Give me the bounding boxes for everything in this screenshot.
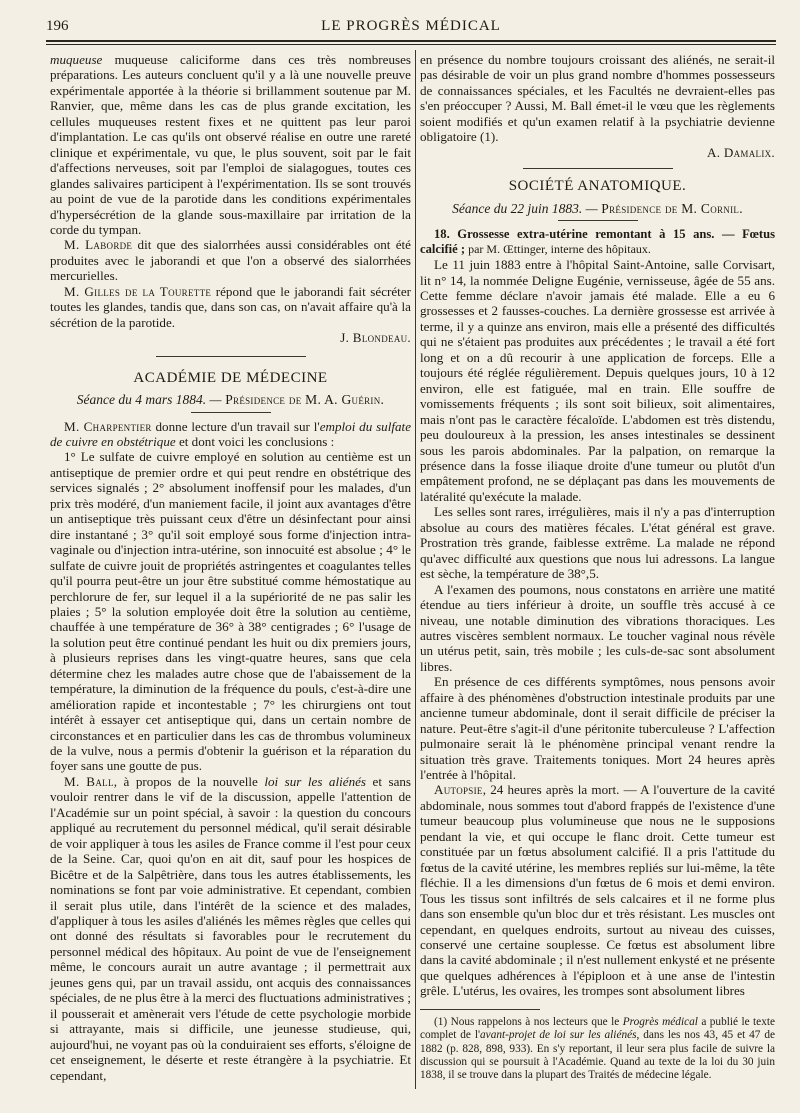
seance-president: Présidence de M. A. Guérin. xyxy=(221,392,385,408)
paragraph-text: et dont voici les conclusions : xyxy=(175,433,335,449)
speaker-name: M. Gilles de la Tourette xyxy=(64,283,212,299)
header-rule xyxy=(46,44,776,45)
work-title: emploi du sulfate de cuivre en obstétrique xyxy=(50,418,411,449)
paragraph: Les selles sont rares, irrégulières, mais il n'y a pas d'interruption absolue au cours des matières fécales. L'état général est grave. Prostration très grande, faiblesse extrême. La malade ne répond qu'avec difficulté aux questions que nous lui adressons. La langue est sèche, la température de 38°,5. xyxy=(420,504,775,582)
paragraph-text: , 24 heures après la mort. — A l'ouverture de la cavité abdominale, nous sommes tout d'abord frappés de l'existence d'une tumeur beaucoup plus volumineuse que nous ne le supposions pendant la vie, et qui occupe le flanc droit. Cette tumeur est constituée par un fœtus absolument calcifié. Il a pris l'attitude du fœtus de la cavité utérine, les membres repliés sur lui-même, la tête fléchie. Il a les dimensions d'un fœtus de 6 mois et demi environ. Tous les tissus sont infiltrés de sels calcaires et il ne forme plus dans son ensemble qu'un bloc dur et très résistant. Les muscles ont cependant, en quelques endroits, surtout au niveau des cuisses, conservé une certaine souplesse. Ce fœtus est absolument libre dans la cavité abdominale ; il n'est nullement enkysté et ne présente que quelques adhérences à l'épiploon et à une anse de l'intestin grêle. L'utérus, les ovaires, les trompes sont absolument libres xyxy=(420,782,775,999)
section-title: SOCIÉTÉ ANATOMIQUE. xyxy=(508,178,687,195)
page-number: 196 xyxy=(46,18,69,34)
case-title xyxy=(420,227,775,257)
paragraph: muqueuse muqueuse caliciforme dans ces très nombreuses préparations. Les auteurs concluent qu'il y a là une nouvelle preuve expérimentale apportée à la théorie si brillamment soutenue par M. Ranvier, que, même dans les cas de plus grande excitation, les cellules muqueuses restent fixes et ne quittent pas leur paroi d'implantation. Le cas qu'ils ont observé réalise en outre une rareté clinique et expérimentale, vu que, le plus souvent, soit par le fait d'affections nerveuses, soit par l'emploi de sialagogues, toutes ces glandes salivaires participent à l'expérimentation. Ils se sont trouvés au point de vue de la parotide dans les conditions expérimentales d'hypersécrétion de la glande sous-maxillaire par irritation de la corde du tympan. xyxy=(50,52,411,237)
signature: A. Damalix. xyxy=(706,144,775,160)
running-header xyxy=(46,18,776,42)
footnote-text: a publié le texte complet de l' xyxy=(420,1015,775,1042)
seance-line xyxy=(50,392,411,407)
speaker-name: M. Charpentier xyxy=(64,418,152,434)
section-rule xyxy=(156,356,306,357)
signature: J. Blondeau. xyxy=(340,330,411,346)
paragraph xyxy=(50,419,411,450)
case-author: par M. Œttinger, interne des hôpitaux. xyxy=(465,242,651,257)
paragraph: 1° Le sulfate de cuivre employé en solution au centième est un antiseptique de premier ordre et qui peut rendre en obstétrique des services signalés ; 2° absolument inoffensif pour les malades, d'un prix très modéré, d'un maniement facile, il joint aux avantages d'être un antiseptique très puissant ceux d'être un désinfectant pour ainsi dire instantané ; 3° qu'il soit employé sous forme d'injection intra-vaginale ou d'injection intra-utérine, son innocuité est absolue ; 4° le sulfate de cuivre jouit de propriétés astringentes et coagulantes telles qu'il pourra peut-être un jour être substitué comme hémostatique au perchlorure de fer, sur lequel il a la supériorité de ne pas salir les plaies ; 5° la solution employée doit être la solution au centième, chauffée à une température de 36° à 38° centigrades ; 6° l'usage de la solution peut être continué pendant les huit ou dix premiers jours, à plusieurs reprises dans les vingt-quatre heures, sans que cela détermine chez les malades autre chose que de l'abaissement de la température, la diminution de la fréquence du pouls, c'est-à-dire une amélioration rapide et incontestable ; 7° les chirurgiens ont tout intérêt à essayer cet antiseptique qui, dans un certain nombre de circonstances et en particulier dans les cas de thrombus volumineux de la vulve, nous a permis d'obtenir la guérison et la réparation du foyer sans une goutte de pus. xyxy=(50,449,411,774)
right-column xyxy=(420,52,775,1083)
case-heading: 18. Grossesse extra-utérine remontant à 15 ans. — Fœtus calcifié ; xyxy=(420,227,775,257)
paragraph: En présence de ces différents symptômes, nous pensons avoir affaire à des phénomènes d'obstruction intestinale produits par une ancienne tumeur abdominale, dont il serait difficile de préciser la nature. Peut-être s'agit-il d'une péritonite tuberculeuse ? L'affection pulmonaire serait là le phénomène principal venant rendre la situation très grave. Traitements toniques. Mort 24 heures après l'entrée à l'hôpital. xyxy=(420,674,775,783)
paragraph-text: répond que le jaborandi fait sécréter toutes les glandes, tandis que, dans son cas, on n'avait affaire qu'à la sécrétion de la parotide. xyxy=(50,283,411,330)
footnote xyxy=(420,1016,775,1083)
paragraph-text: donne lecture d'un travail sur l' xyxy=(151,418,320,434)
section-title: ACADÉMIE DE MÉDECINE xyxy=(133,369,328,386)
footnote-journal: Progrès médical xyxy=(622,1015,698,1028)
paragraph xyxy=(50,284,411,330)
paragraph: A l'examen des poumons, nous constatons en arrière une matité étendue au tiers inférieur à droite, un souffle très accusé à ce niveau, une notable diminution des vibrations thoraciques. Les autres viscères semblent normaux. Le toucher vaginal nous révèle un utérus petit, sain, très mobile ; les culs-de-sac sont absolument libres. xyxy=(420,581,775,674)
seance-date: Séance du 22 juin 1883. — xyxy=(452,200,598,216)
seance-rule xyxy=(558,220,638,221)
footnote-text: (1) Nous rappelons à nos lecteurs que le xyxy=(434,1015,623,1028)
paragraph-text: , à propos de la nouvelle xyxy=(113,773,265,789)
seance-line xyxy=(420,201,775,216)
paragraph: en présence du nombre toujours croissant des aliénés, ne serait-il pas désirable de voir un plus grand nombre d'hommes possesseurs de connaissances spéciales, et les Facultés ne devraient-elles pas s'en préoccuper ? Aussi, M. Ball émet-il le vœu que les règlements soient modifiés et qu'un examen relatif à la psychiatrie devienne obligatoire (1). xyxy=(420,52,775,145)
paragraph-text: et sans vouloir rentrer dans le vif de la discussion, appelle l'attention de l'Académie sur un point spécial, à savoir : la question du concours appliqué au recrutement du personnel médical, qu'il serait désirable de voir appliquer à tous les asiles de France comme il l'est pour ceux de la Seine. Car, quoi qu'on en ait dit, sauf pour les hospices de Bicêtre et de la Salpêtrière, dans tous les autres établissements, les nominations se font par voie administrative. Et cependant, combien il serait plus utile, dans l'intérêt de la science et des malades, d'appliquer à tous les asiles d'aliénés les mêmes règles que celles qui ont donné des résultats si favorables pour le recrutement du personnel médical des hôpitaux. Au point de vue de l'enseignement même, le concours aurait un autre avantage ; il permettrait aux jeunes gens qui, par un travail assidu, ont acquis des connaissances spéciales, de ne plus être à la merci des fluctuations administratives ; il pousserait et amènerait vers l'étude de cette psychologie morbide si attrayante, mais si difficile, une jeunesse studieuse, qui, aujourd'hui, ne voyant pas où la conduiraient ses efforts, s'éloigne de cet enseignement, le déserte et reste étrangère à la psychiatrie. Et cependant, xyxy=(50,773,412,1083)
footnote-rule xyxy=(420,1009,540,1010)
paragraph xyxy=(50,237,411,283)
column-divider xyxy=(415,50,416,1089)
paragraph-text: muqueuse caliciforme dans ces très nombreuses préparations. Les auteurs concluent qu'il y a là une nouvelle preuve expérimentale apportée à la théorie si brillamment soutenue par M. Ranvier, que, même dans les cas de plus grande excitation, les cellules muqueuses restent fixes et ne quittent pas leur paroi d'implantation. Le cas qu'ils ont observé réalise en outre une rareté clinique et expérimentale, vu que, le plus souvent, soit par le fait d'affections nerveuses, soit par l'emploi de sialagogues, toutes ces glandes salivaires participent à l'expérimentation. Ils se sont trouvés au point de vue de la parotide dans les conditions expérimentales d'hypersécrétion de la glande sous-maxillaire par irritation de la corde du tympan. xyxy=(50,52,411,237)
journal-title: LE PROGRÈS MÉDICAL xyxy=(321,18,501,34)
paragraph xyxy=(420,782,775,998)
left-column xyxy=(50,52,411,1083)
seance-rule xyxy=(191,412,271,413)
footnote-text: , dans les nos 43, 45 et 47 de 1882 (p. 828, 898, 933). En s'y reportant, il leur sera plus facile de suivre la discussion qui se poursuit à l'Académie. Quand au texte de la loi du 30 juin 1838, il se trouve dans la plupart des Traités de médecine légale. xyxy=(420,1029,776,1082)
section-rule xyxy=(523,168,673,169)
speaker-name: M. Ball xyxy=(64,773,114,789)
paragraph: Le 11 juin 1883 entre à l'hôpital Saint-Antoine, salle Corvisart, lit n° 14, la nommée Deligne Eugénie, vernisseuse, âgée de 55 ans. Cette femme déclare n'avoir jamais été malade. Elle a eu 6 grossesses et 2 fausses-couches. La dernière grossesse est arrivée à terme, il y a quinze ans environ, mais elle a présenté des difficultés qui ne s'étaient pas produites aux précédentes ; le travail a été fort long et on a dû recourir à une application de forceps. Elle a toujours été réglée régulièrement. Depuis quelques jours, 10 à 12 environ, elle est fatiguée, mal en train. Elle souffre de vomissements fréquents ; ils sont soit bilieux, soit alimentaires, mais n'ont pas le caractère fécaloïde. L'abdomen est très distendu, peu douloureux à la pression, les anses intestinales se dessinent sous les parois abdominales. Par la palpation, on remarque la présence dans la fosse iliaque droite d'une tumeur ou plutôt d'un empâtement profond, ne se déplaçant pas dans les mouvements de latéralité qu'exécute la malade. xyxy=(420,257,775,504)
paragraph xyxy=(50,774,411,1083)
footnote-project: avant-projet de loi sur les aliénés xyxy=(480,1029,637,1042)
speaker-name: M. Laborde xyxy=(64,237,133,253)
seance-date: Séance du 4 mars 1884. — xyxy=(76,392,222,408)
law-title: loi sur les aliénés xyxy=(264,773,367,789)
paragraph-text: dit que des sialorrhées aussi considérables ont été produites avec le jaborandi et que l'on a observé des sialorrhées mercurielles. xyxy=(50,237,411,284)
seance-president: Présidence de M. Cornil. xyxy=(597,200,743,216)
section-label: Autopsie xyxy=(434,782,483,798)
